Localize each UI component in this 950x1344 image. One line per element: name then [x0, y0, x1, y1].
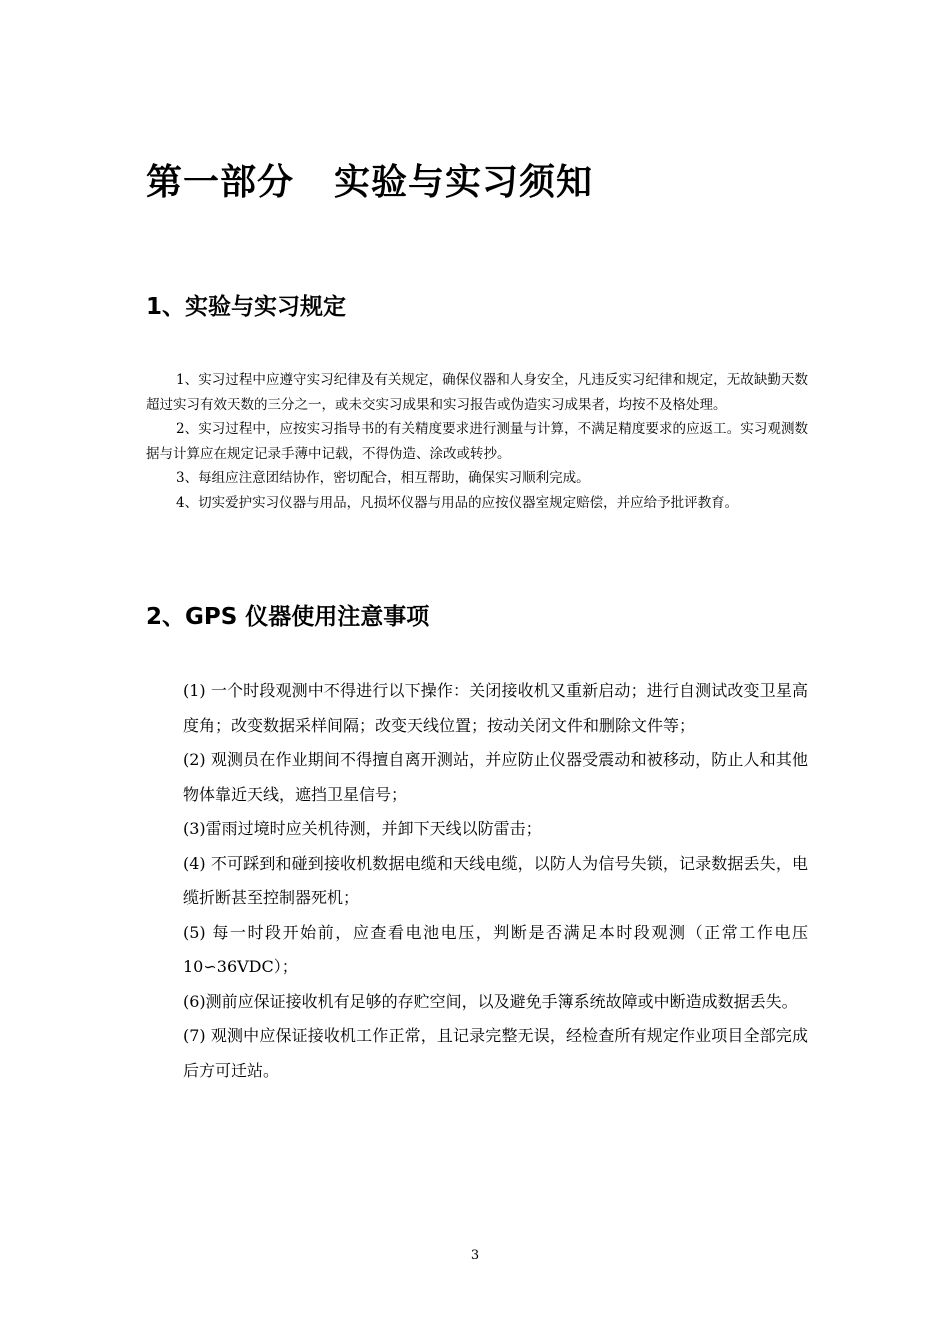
gps-item: (3)雷雨过境时应关机待测，并卸下天线以防雷击； — [183, 819, 542, 838]
rule-paragraph: 4、切实爱护实习仪器与用品，凡损坏仪器与用品的应按仪器室规定赔偿，并应给予批评教育。 — [176, 494, 739, 511]
gps-item: (6)测前应保证接收机有足够的存贮空间，以及避免手簿系统故障或中断造成数据丢失。 — [183, 991, 798, 1011]
gps-item: (4) 不可踩到和碰到接收机数据电缆和天线电缆，以防人为信号失锁，记录数据丢失，电缆折断甚至控制器死机； — [183, 853, 808, 907]
section1-heading: 1、实验与实习规定 — [146, 294, 347, 320]
section1-rules — [146, 368, 808, 516]
section2-heading: 2、GPS 仪器使用注意事项 — [146, 604, 430, 630]
part-title — [146, 154, 593, 205]
page-number: 3 — [470, 1248, 480, 1263]
gps-item: (2) 观测员在作业期间不得擅自离开测站，并应防止仪器受震动和被移动，防止人和其他物体靠近天线，遮挡卫星信号； — [183, 750, 808, 804]
gps-item: (5) 每一时段开始前，应查看电池电压，判断是否满足本时段观测（正常工作电压 10∽36VDC）； — [183, 922, 808, 976]
part-title-main: 实验与实习须知 — [334, 162, 594, 203]
rule-paragraph: 1、实习过程中应遵守实习纪律及有关规定，确保仪器和人身安全，凡违反实习纪律和规定，无故缺勤天数超过实习有效天数的三分之一，或未交实习成果和实习报告或伪造实习成果者，均按不及格处理。 — [146, 372, 808, 413]
section2-items — [183, 674, 808, 1088]
part-title-prefix: 第一部分 — [146, 162, 295, 203]
gps-item: (7) 观测中应保证接收机工作正常，且记录完整无误，经检查所有规定作业项目全部完成后方可迁站。 — [183, 1026, 808, 1080]
rule-paragraph: 2、实习过程中，应按实习指导书的有关精度要求进行测量与计算，不满足精度要求的应返工。实习观测数据与计算应在规定记录手薄中记载，不得伪造、涂改或转抄。 — [146, 421, 808, 462]
gps-item: (1) 一个时段观测中不得进行以下操作：关闭接收机又重新启动；进行自测试改变卫星高度角；改变数据采样间隔；改变天线位置；按动关闭文件和删除文件等； — [183, 681, 808, 735]
rule-paragraph: 3、每组应注意团结协作，密切配合，相互帮助，确保实习顺利完成。 — [176, 470, 590, 487]
